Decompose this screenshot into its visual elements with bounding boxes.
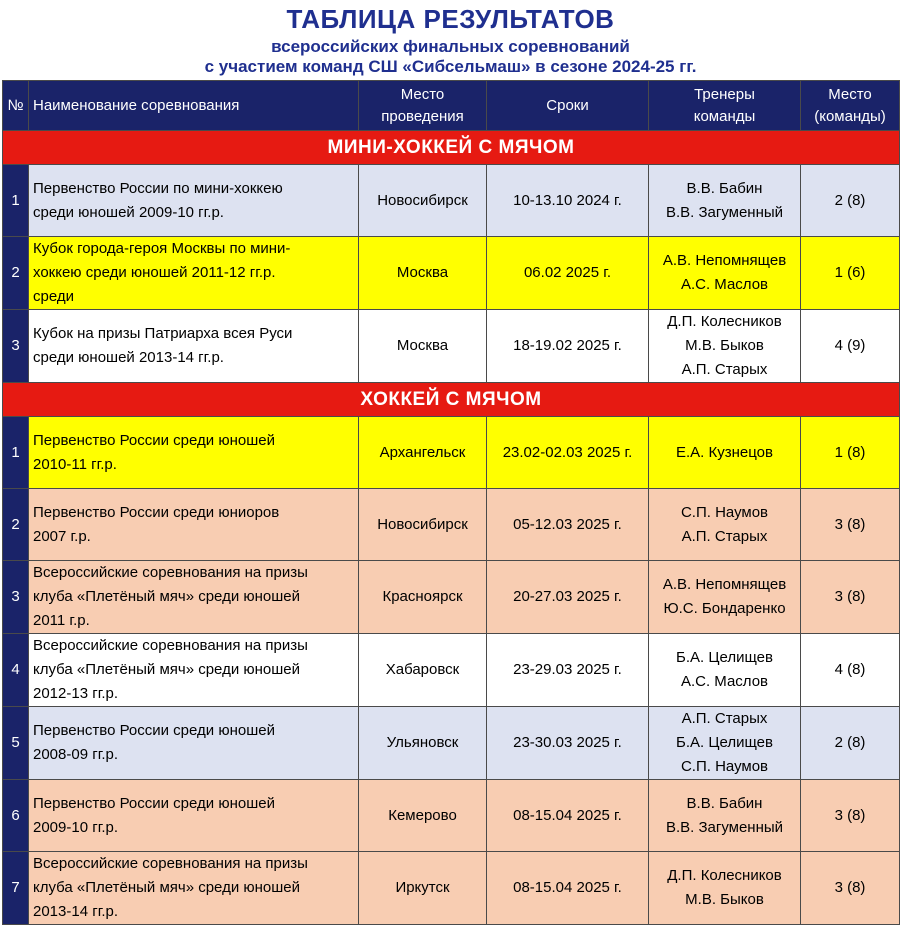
section-header-row	[3, 131, 900, 165]
row-number: 2	[3, 237, 29, 310]
table-header-row	[3, 81, 900, 131]
table-row	[3, 237, 900, 310]
column-header-place-line2: проведения	[381, 107, 464, 125]
competition-name-line: 2012-13 гг.р.	[33, 685, 119, 702]
page-subtitle-line2: с участием команд СШ «Сибсельмаш» в сезоне 2024-25 гг.	[204, 57, 697, 76]
coaches	[649, 237, 801, 310]
competition-name	[29, 237, 359, 310]
dates: 23-29.03 2025 г.	[487, 634, 649, 707]
table-row	[3, 707, 900, 780]
venue: Москва	[359, 310, 487, 383]
venue: Архангельск	[359, 417, 487, 489]
coach-name: В.В. Бабин	[686, 794, 763, 812]
column-header-coaches-line1: Тренеры	[694, 85, 755, 103]
section-header-row	[3, 383, 900, 417]
competition-name-line: 2009-10 гг.р.	[33, 818, 119, 836]
table-row	[3, 310, 900, 383]
coaches	[649, 310, 801, 383]
team-rank: 1 (8)	[801, 417, 900, 489]
column-header-dates: Сроки	[487, 81, 649, 131]
coach-name: Д.П. Колесников	[667, 313, 782, 330]
competition-name-line: среди юношей 2013-14 гг.р.	[33, 349, 224, 366]
team-rank: 3 (8)	[801, 561, 900, 634]
competition-name	[29, 417, 359, 489]
column-header-coaches-line2: команды	[693, 107, 756, 125]
venue: Новосибирск	[359, 165, 487, 237]
coach-name: А.В. Непомнящев	[662, 576, 787, 593]
column-header-name: Наименование соревнования	[29, 81, 359, 131]
results-table-body	[3, 131, 900, 925]
column-header-rank-line2: (команды)	[814, 107, 886, 125]
venue: Красноярск	[359, 561, 487, 634]
table-row	[3, 417, 900, 489]
coach-name: А.С. Маслов	[680, 673, 769, 690]
venue: Москва	[359, 237, 487, 310]
team-rank: 2 (8)	[801, 165, 900, 237]
dates: 08-15.04 2025 г.	[487, 852, 649, 925]
coach-name: С.П. Наумов	[680, 503, 769, 521]
coach-name: М.В. Быков	[685, 891, 764, 908]
competition-name	[29, 780, 359, 852]
competition-name	[29, 561, 359, 634]
competition-name	[29, 707, 359, 780]
competition-name	[29, 310, 359, 383]
team-rank: 3 (8)	[801, 780, 900, 852]
column-header-num: №	[3, 81, 29, 131]
row-number: 3	[3, 310, 29, 383]
dates: 20-27.03 2025 г.	[487, 561, 649, 634]
competition-name-line: хоккею среди юношей 2011-12 гг.р.	[33, 264, 276, 281]
coach-name: Ю.С. Бондаренко	[663, 600, 786, 617]
competition-name-line: клуба «Плетёный мяч» среди юношей	[33, 879, 300, 896]
table-row	[3, 634, 900, 707]
row-number: 4	[3, 634, 29, 707]
coaches	[649, 852, 801, 925]
coach-name: В.В. Бабин	[686, 179, 763, 197]
coach-name: А.В. Непомнящев	[662, 252, 787, 269]
coach-name: Д.П. Колесников	[667, 867, 782, 884]
coach-name: А.П. Старых	[681, 710, 768, 727]
competition-name-line: Первенство России среди юниоров	[33, 503, 280, 521]
team-rank: 1 (6)	[801, 237, 900, 310]
coaches	[649, 417, 801, 489]
competition-name-line: 2010-11 гг.р.	[33, 455, 117, 473]
coach-name: М.В. Быков	[685, 337, 764, 354]
row-number: 2	[3, 489, 29, 561]
competition-name-line: среди юношей 2009-10 гг.р.	[33, 203, 224, 221]
column-header-rank-line1: Место	[828, 85, 872, 103]
venue: Иркутск	[359, 852, 487, 925]
competition-name	[29, 634, 359, 707]
team-rank: 3 (8)	[801, 489, 900, 561]
table-row	[3, 165, 900, 237]
competition-name-line: Первенство России среди юношей	[33, 722, 275, 739]
dates: 06.02 2025 г.	[487, 237, 649, 310]
column-header-rank	[801, 81, 900, 131]
competition-name-line: клуба «Плетёный мяч» среди юношей	[33, 588, 300, 605]
competition-name-line: 2011 г.р.	[33, 612, 90, 629]
column-header-coaches	[649, 81, 801, 131]
row-number: 7	[3, 852, 29, 925]
venue: Ульяновск	[359, 707, 487, 780]
competition-name-line: клуба «Плетёный мяч» среди юношей	[33, 661, 300, 678]
competition-name-line: Всероссийские соревнования на призы	[33, 637, 308, 654]
competition-name-line: 2007 г.р.	[33, 527, 91, 545]
table-row	[3, 561, 900, 634]
coaches	[649, 165, 801, 237]
team-rank: 2 (8)	[801, 707, 900, 780]
row-number: 1	[3, 417, 29, 489]
competition-name-line: среди	[33, 288, 74, 305]
competition-name-line: Кубок на призы Патриарха всея Руси	[33, 325, 293, 342]
team-rank: 3 (8)	[801, 852, 900, 925]
dates: 23.02-02.03 2025 г.	[487, 417, 649, 489]
row-number: 1	[3, 165, 29, 237]
dates: 18-19.02 2025 г.	[487, 310, 649, 383]
row-number: 5	[3, 707, 29, 780]
competition-name-line: 2008-09 гг.р.	[33, 746, 119, 763]
coach-name: А.П. Старых	[681, 361, 768, 378]
competition-name-line: Первенство России среди юношей	[33, 794, 275, 812]
competition-name-line: Первенство России среди юношей	[33, 431, 275, 449]
column-header-place-line1: Место	[400, 85, 445, 103]
table-row	[3, 489, 900, 561]
team-rank: 4 (8)	[801, 634, 900, 707]
table-row	[3, 780, 900, 852]
venue: Новосибирск	[359, 489, 487, 561]
page-title: ТАБЛИЦА РЕЗУЛЬТАТОВ	[286, 4, 615, 34]
competition-name-line: Первенство России по мини-хоккею	[33, 179, 283, 197]
coach-name: В.В. Загуменный	[665, 818, 784, 836]
row-number: 6	[3, 780, 29, 852]
section-title: ХОККЕЙ С МЯЧОМ	[3, 383, 900, 417]
coaches	[649, 634, 801, 707]
coach-name: Е.А. Кузнецов	[676, 443, 773, 461]
dates: 23-30.03 2025 г.	[487, 707, 649, 780]
coach-name: С.П. Наумов	[680, 758, 769, 775]
row-number: 3	[3, 561, 29, 634]
competition-name-line: Кубок города-героя Москвы по мини-	[33, 240, 291, 257]
page-subtitle-line1: всероссийских финальных соревнований	[271, 37, 630, 56]
coach-name: Б.А. Целищев	[676, 734, 773, 751]
column-header-place	[359, 81, 487, 131]
competition-name-line: Всероссийские соревнования на призы	[33, 564, 308, 581]
dates: 10-13.10 2024 г.	[487, 165, 649, 237]
coach-name: А.С. Маслов	[680, 276, 769, 293]
coaches	[649, 561, 801, 634]
dates: 08-15.04 2025 г.	[487, 780, 649, 852]
coaches	[649, 489, 801, 561]
section-title: МИНИ-ХОККЕЙ С МЯЧОМ	[3, 131, 900, 165]
venue: Кемерово	[359, 780, 487, 852]
table-row	[3, 852, 900, 925]
coaches	[649, 780, 801, 852]
coach-name: В.В. Загуменный	[665, 203, 784, 221]
competition-name-line: 2013-14 гг.р.	[33, 903, 119, 920]
competition-name	[29, 165, 359, 237]
results-table	[2, 80, 900, 925]
team-rank: 4 (9)	[801, 310, 900, 383]
coach-name: Б.А. Целищев	[676, 649, 773, 666]
coach-name: А.П. Старых	[681, 527, 768, 545]
competition-name	[29, 489, 359, 561]
competition-name	[29, 852, 359, 925]
dates: 05-12.03 2025 г.	[487, 489, 649, 561]
coaches	[649, 707, 801, 780]
competition-name-line: Всероссийские соревнования на призы	[33, 855, 308, 872]
venue: Хабаровск	[359, 634, 487, 707]
